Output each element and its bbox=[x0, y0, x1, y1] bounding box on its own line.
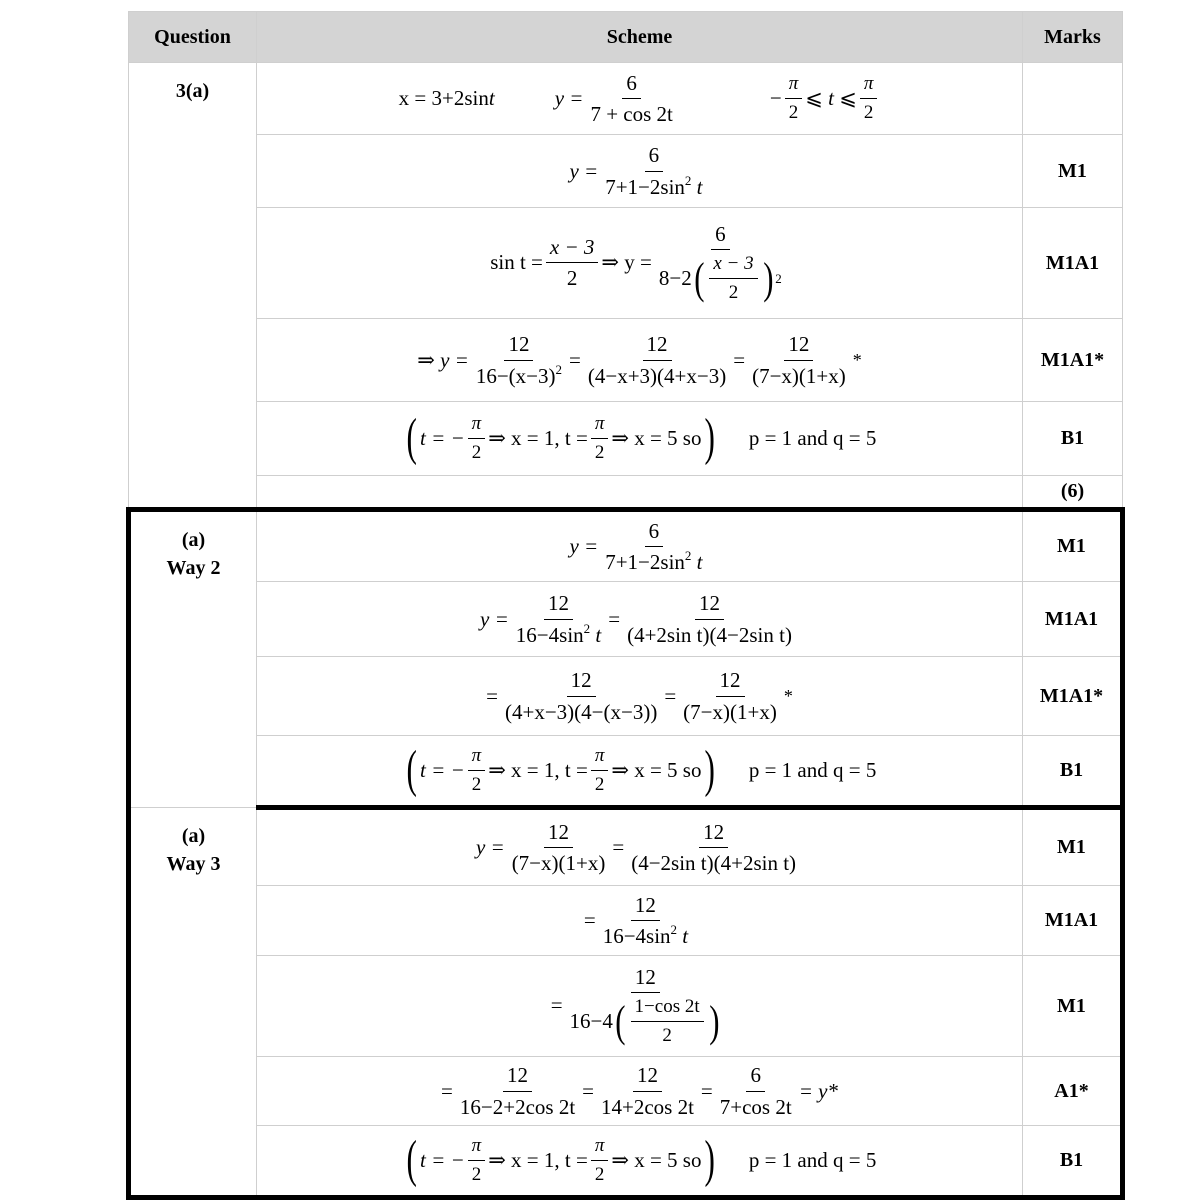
mark-b1: B1 bbox=[1023, 1126, 1123, 1198]
two: 2 bbox=[471, 1164, 482, 1185]
t-var: t bbox=[828, 86, 834, 110]
den: (7−x)(1+x) bbox=[752, 363, 846, 388]
den: 7 + cos 2t bbox=[590, 102, 673, 126]
part-a-limits bbox=[257, 402, 1023, 476]
fraction bbox=[566, 965, 726, 1047]
equals: = bbox=[664, 683, 677, 708]
way3-step-2 bbox=[257, 886, 1023, 956]
header-row bbox=[129, 12, 1123, 63]
den bbox=[601, 172, 706, 199]
fraction bbox=[599, 893, 692, 948]
fraction bbox=[627, 820, 800, 875]
den-text: 16−4sin bbox=[602, 924, 671, 948]
paren-right: ) bbox=[704, 409, 716, 467]
question-label-3a: 3(a) bbox=[129, 63, 257, 510]
implies-x5: ⇒ x = 5 so bbox=[611, 426, 702, 450]
paren-left: ( bbox=[693, 253, 705, 303]
equals: = bbox=[550, 993, 563, 1018]
paren-left: ( bbox=[406, 1131, 417, 1189]
pi: π bbox=[591, 745, 609, 771]
pi-over-2 bbox=[591, 1135, 609, 1186]
x-equation: x = 3+2sin bbox=[398, 86, 489, 110]
pi-over-2 bbox=[468, 1135, 486, 1186]
num: 12 bbox=[633, 1063, 662, 1091]
num: 12 bbox=[544, 591, 573, 619]
num: 12 bbox=[631, 893, 660, 921]
den-text: 7+1−2sin bbox=[605, 174, 685, 199]
two: 2 bbox=[594, 442, 605, 463]
pi-over-2 bbox=[468, 745, 486, 796]
num: 6 bbox=[711, 222, 730, 250]
den: 14+2cos 2t bbox=[601, 1094, 694, 1119]
mark-m1a1-star: M1A1* bbox=[1023, 319, 1123, 402]
way3-row-4 bbox=[129, 1057, 1123, 1126]
equals: = bbox=[733, 347, 746, 372]
way2-row-3 bbox=[129, 657, 1123, 736]
den-text: 7+1−2sin bbox=[605, 550, 685, 574]
num: x − 3 bbox=[709, 253, 757, 279]
exponent: 2 bbox=[583, 620, 591, 636]
pi: π bbox=[468, 1135, 486, 1161]
den-text: 16−(x−3) bbox=[475, 363, 556, 388]
part-a-row-3 bbox=[129, 208, 1123, 319]
sin-t-lhs: sin t = bbox=[490, 250, 543, 275]
result-p-q: p = 1 and q = 5 bbox=[748, 426, 877, 450]
num: 12 bbox=[643, 332, 672, 360]
fraction bbox=[512, 591, 605, 646]
equals: = bbox=[612, 835, 625, 859]
equals: = bbox=[608, 606, 621, 631]
den: (7−x)(1+x) bbox=[683, 699, 777, 724]
two: 2 bbox=[863, 102, 874, 123]
num: 6 bbox=[645, 143, 664, 171]
exponent: 2 bbox=[555, 361, 563, 377]
fraction bbox=[623, 591, 796, 646]
mark-m1: M1 bbox=[1023, 135, 1123, 208]
den: 2 bbox=[566, 266, 578, 291]
neg-pi-over-2 bbox=[785, 73, 803, 124]
fraction bbox=[472, 332, 566, 387]
way3-step-4 bbox=[257, 1057, 1023, 1126]
part-a-total-row bbox=[129, 476, 1123, 510]
result-p-q: p = 1 and q = 5 bbox=[748, 758, 877, 782]
num: 12 bbox=[503, 1063, 532, 1091]
question-label-way2 bbox=[129, 510, 257, 808]
fraction bbox=[597, 1063, 698, 1118]
way2-step-2 bbox=[257, 582, 1023, 657]
mark-b1: B1 bbox=[1023, 736, 1123, 808]
part-a-row-1 bbox=[129, 63, 1123, 135]
den-text: 8−2 bbox=[658, 266, 692, 291]
equals: = bbox=[583, 908, 596, 932]
mark-b1: B1 bbox=[1023, 402, 1123, 476]
exponent: 2 bbox=[684, 172, 692, 188]
paren-left: ( bbox=[406, 409, 417, 467]
t-var: t bbox=[595, 622, 602, 647]
part-a-row-2 bbox=[129, 135, 1123, 208]
fraction bbox=[456, 1063, 579, 1118]
num: 6 bbox=[746, 1063, 765, 1091]
header-scheme: Scheme bbox=[257, 12, 1023, 63]
way3-row-5 bbox=[129, 1126, 1123, 1198]
paren-left: ( bbox=[406, 741, 417, 799]
mark-m1a1: M1A1 bbox=[1023, 582, 1123, 657]
pi: π bbox=[591, 413, 609, 439]
result-p-q: p = 1 and q = 5 bbox=[748, 1148, 877, 1172]
paren-right: ) bbox=[704, 1131, 716, 1189]
mark-a1-star: A1* bbox=[1023, 1057, 1123, 1126]
paren-right: ) bbox=[762, 253, 774, 303]
fraction bbox=[546, 235, 599, 290]
implies-x1: ⇒ x = 1, t = bbox=[488, 1148, 588, 1172]
den: 2 bbox=[662, 1025, 672, 1047]
implies-x5: ⇒ x = 5 so bbox=[611, 758, 702, 782]
num: 1−cos 2t bbox=[631, 996, 704, 1022]
pi: π bbox=[785, 73, 803, 99]
mark-m1a1: M1A1 bbox=[1023, 208, 1123, 319]
mark-m1: M1 bbox=[1023, 956, 1123, 1057]
two: 2 bbox=[471, 774, 482, 795]
den: (7−x)(1+x) bbox=[511, 851, 606, 875]
header-marks: Marks bbox=[1023, 12, 1123, 63]
pi-over-2 bbox=[591, 745, 609, 796]
exponent: 2 bbox=[684, 548, 692, 563]
implies-y: ⇒ y = bbox=[601, 250, 652, 275]
den-text: 16−4sin bbox=[515, 622, 584, 647]
way2-row-1 bbox=[129, 510, 1123, 582]
den: (4+2sin t)(4−2sin t) bbox=[627, 622, 792, 647]
fraction bbox=[655, 222, 786, 304]
y-fraction bbox=[586, 71, 676, 126]
part-a-given-equations bbox=[257, 63, 1023, 135]
num: 12 bbox=[567, 668, 596, 696]
y-lhs: y = bbox=[475, 835, 505, 859]
pi: π bbox=[468, 745, 486, 771]
den: 8−2 ( $\frac{x - 3}{2}$ ) 2 bbox=[658, 253, 782, 304]
num: 12 bbox=[504, 332, 533, 360]
y-lhs: y = bbox=[569, 534, 599, 558]
way3-row-3 bbox=[129, 956, 1123, 1057]
num: x − 3 bbox=[546, 235, 599, 263]
way2-step-1 bbox=[257, 510, 1023, 582]
equals: = bbox=[700, 1078, 713, 1103]
fraction bbox=[601, 143, 706, 198]
mark-m1: M1 bbox=[1023, 808, 1123, 886]
den bbox=[512, 620, 605, 647]
inner-fraction bbox=[631, 996, 704, 1047]
paren-right: ) bbox=[704, 741, 716, 799]
y-lhs: y = bbox=[569, 158, 599, 183]
fraction bbox=[601, 519, 706, 574]
label-way: Way 3 bbox=[166, 853, 221, 875]
fraction bbox=[501, 668, 661, 723]
part-a-row-4 bbox=[129, 319, 1123, 402]
fraction bbox=[748, 332, 850, 387]
t-var: t bbox=[696, 550, 703, 574]
empty-cell bbox=[257, 476, 1023, 510]
paren-right: ) bbox=[708, 996, 720, 1046]
mark-m1a1-star: M1A1* bbox=[1023, 657, 1123, 736]
minus-sign: − bbox=[769, 86, 782, 110]
pi-over-2 bbox=[860, 73, 878, 124]
part-a-step-1 bbox=[257, 135, 1023, 208]
t-var: t bbox=[488, 86, 495, 110]
mark-m1: M1 bbox=[1023, 510, 1123, 582]
question-label-way3 bbox=[129, 808, 257, 1198]
den: (4−x+3)(4+x−3) bbox=[587, 363, 727, 388]
implies-x1: ⇒ x = 1, t = bbox=[488, 426, 588, 450]
equals: = bbox=[486, 683, 498, 708]
pi-over-2 bbox=[468, 413, 486, 464]
mark-m1a1: M1A1 bbox=[1023, 886, 1123, 956]
num: 12 bbox=[784, 332, 813, 360]
inner-fraction bbox=[709, 253, 757, 304]
equals-y-star: = y* bbox=[798, 1078, 838, 1103]
num: 12 bbox=[699, 820, 728, 848]
two: 2 bbox=[471, 442, 482, 463]
label-way: Way 2 bbox=[166, 557, 221, 579]
den-text: 16−4 bbox=[569, 1009, 613, 1034]
den bbox=[566, 993, 726, 1047]
pi: π bbox=[860, 73, 878, 99]
way3-step-1 bbox=[257, 808, 1023, 886]
way2-step-3: = $\frac{12}{(4+x-3)(4-(x-3))}$ = $\frac{12}{(7-x)(1+x)}$ * bbox=[257, 657, 1023, 736]
num: 12 bbox=[695, 591, 724, 619]
way3-row-2 bbox=[129, 886, 1123, 956]
fraction bbox=[584, 332, 730, 387]
num: 12 bbox=[716, 668, 745, 696]
way2-row-2 bbox=[129, 582, 1123, 657]
header-question: Question bbox=[129, 12, 257, 63]
num: 12 bbox=[544, 820, 573, 848]
fraction bbox=[716, 1063, 796, 1118]
paren-left: ( bbox=[615, 996, 626, 1046]
way2-row-4 bbox=[129, 736, 1123, 808]
t-var: t bbox=[682, 924, 689, 948]
way3-step-3 bbox=[257, 956, 1023, 1057]
num: 6 bbox=[645, 519, 664, 547]
den: (4+x−3)(4−(x−3)) bbox=[504, 699, 658, 724]
den bbox=[599, 921, 692, 948]
le-sign: ⩽ bbox=[805, 86, 823, 110]
implies-y: ⇒ y = bbox=[417, 347, 469, 372]
den bbox=[472, 361, 566, 388]
pi-over-2 bbox=[591, 413, 609, 464]
den: 2 bbox=[728, 282, 739, 304]
mark-scheme-table bbox=[126, 11, 1125, 1200]
num: 6 bbox=[622, 71, 641, 99]
total-marks: (6) bbox=[1023, 476, 1123, 510]
t-eq: t = − bbox=[419, 426, 465, 450]
implies-x1: ⇒ x = 1, t = bbox=[488, 758, 588, 782]
two: 2 bbox=[594, 774, 605, 795]
den: 7+cos 2t bbox=[719, 1094, 792, 1119]
mark-empty bbox=[1023, 63, 1123, 135]
equals: = bbox=[582, 1078, 594, 1103]
num: 12 bbox=[631, 965, 660, 993]
pi: π bbox=[468, 413, 486, 439]
le-sign: ⩽ bbox=[839, 86, 857, 110]
two: 2 bbox=[594, 1164, 605, 1185]
equals: = bbox=[441, 1078, 453, 1103]
part-a-step-3: ⇒ y = $\frac{12}{16-(x-3)^2}$ = $\frac{12}{(4-x+3)(4+x-3)}$ = $\frac{12}{(7-x)(1+x)}$ * bbox=[257, 319, 1023, 402]
den: (4−2sin t)(4+2sin t) bbox=[631, 851, 797, 875]
exponent: 2 bbox=[670, 922, 678, 937]
y-lhs: y = bbox=[480, 606, 509, 631]
fraction bbox=[508, 820, 610, 875]
t-eq: t = − bbox=[419, 1148, 465, 1172]
den: 16−2+2cos 2t bbox=[459, 1094, 576, 1119]
way3-row-1 bbox=[129, 808, 1123, 886]
way2-limits bbox=[257, 736, 1023, 808]
y-lhs: y = bbox=[554, 86, 584, 110]
way3-limits bbox=[257, 1126, 1023, 1198]
label-a: (a) bbox=[181, 825, 206, 847]
t-eq: t = − bbox=[419, 758, 465, 782]
pi: π bbox=[591, 1135, 609, 1161]
den bbox=[601, 547, 706, 574]
fraction bbox=[679, 668, 781, 723]
equals: = bbox=[569, 347, 581, 372]
label-a: (a) bbox=[181, 529, 206, 551]
implies-x5: ⇒ x = 5 so bbox=[611, 1148, 702, 1172]
two: 2 bbox=[788, 102, 799, 123]
part-a-step-2 bbox=[257, 208, 1023, 319]
t-var: t bbox=[696, 174, 703, 199]
part-a-row-5 bbox=[129, 402, 1123, 476]
